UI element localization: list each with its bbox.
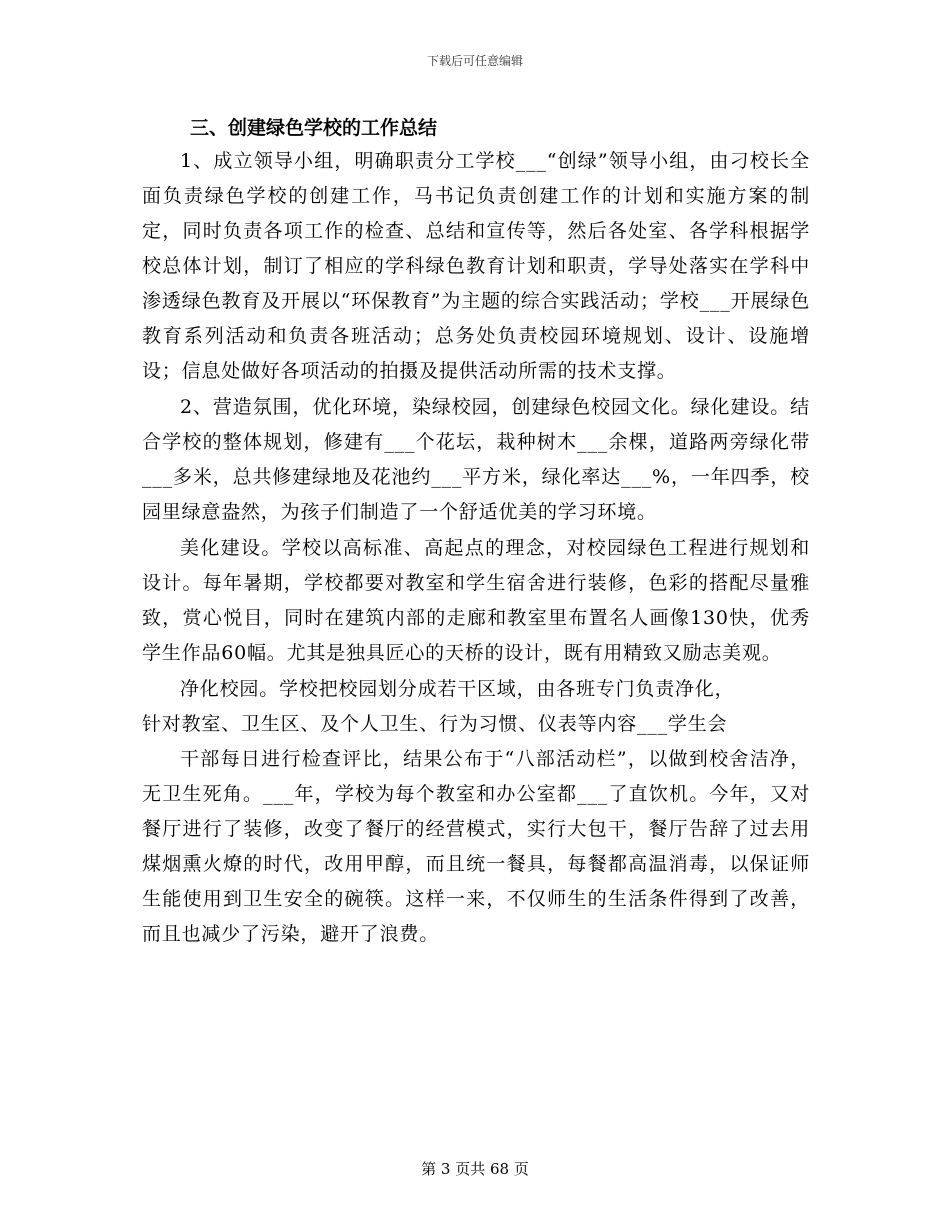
paragraph-greening: 2、营造氛围，优化环境，染绿校园，创建绿色校园文化。绿化建设。结合学校的整体规划，修建有___个花坛，栽种树木___余棵，道路两旁绿化带___多米，总共修建绿地及花池约___平方米，绿化率达___%，一年四季，校园里绿意盎然，为孩子们制造了一个舒适优美的学习环境。 [142,396,810,523]
paragraph-leadership: 1、成立领导小组，明确职责分工学校___“创绿”领导小组，由刁校长全面负责绿色学校的创建工作，马书记负责创建工作的计划和实施方案的制定，同时负责各项工作的检查、总结和宣传等，然后各处室、各学科根据学校总体计划，制订了相应的学科绿色教育计划和职责，学导处落实在学科中渗透绿色教育及开展以“环保教育”为主题的综合实践活动；学校___开展绿色教育系列活动和负责各班活动；总务处负责校园环境规划、设计、设施增设；信息处做好各项活动的拍摄及提供活动所需的技术支撑。 [142,150,810,382]
document-body [142,112,810,953]
section-title: 三、创建绿色学校的工作总结 [190,117,438,139]
paragraph-inspection: 干部每日进行检查评比，结果公布于“八部活动栏”，以做到校舍洁净，无卫生死角。___年，学校为每个教室和办公室都___了直饮机。今年，又对餐厅进行了装修，改变了餐厅的经营模式，实行大包干，餐厅告辞了过去用煤烟熏火燎的时代，改用甲醇，而且统一餐具，每餐都高温消毒，以保证师生能使用到卫生安全的碗筷。这样一来，不仅师生的生活条件得到了改善，而且也减少了污染，避开了浪费。 [142,748,810,945]
line-purification: 净化校园。学校把校园划分成若干区域，由各班专门负责净化， [180,678,735,700]
line-purification-continued: 针对教室、卫生区、及个人卫生、行为习惯、仪表等内容___学生会 [142,713,728,735]
page-number: 第 3 页共 68 页 [421,1160,529,1178]
paragraph-beautification: 美化建设。学校以高标准、高起点的理念，对校园绿色工程进行规划和设计。每年暑期，学校都要对教室和学生宿舍进行装修，色彩的搭配尽量雅致，赏心悦目，同时在建筑内部的走廊和教室里布置名人画像130快，优秀学生作品60幅。尤其是独具匠心的天桥的设计，既有用精致又励志美观。 [142,537,810,664]
page-header: 下载后可任意编辑 [426,54,523,68]
